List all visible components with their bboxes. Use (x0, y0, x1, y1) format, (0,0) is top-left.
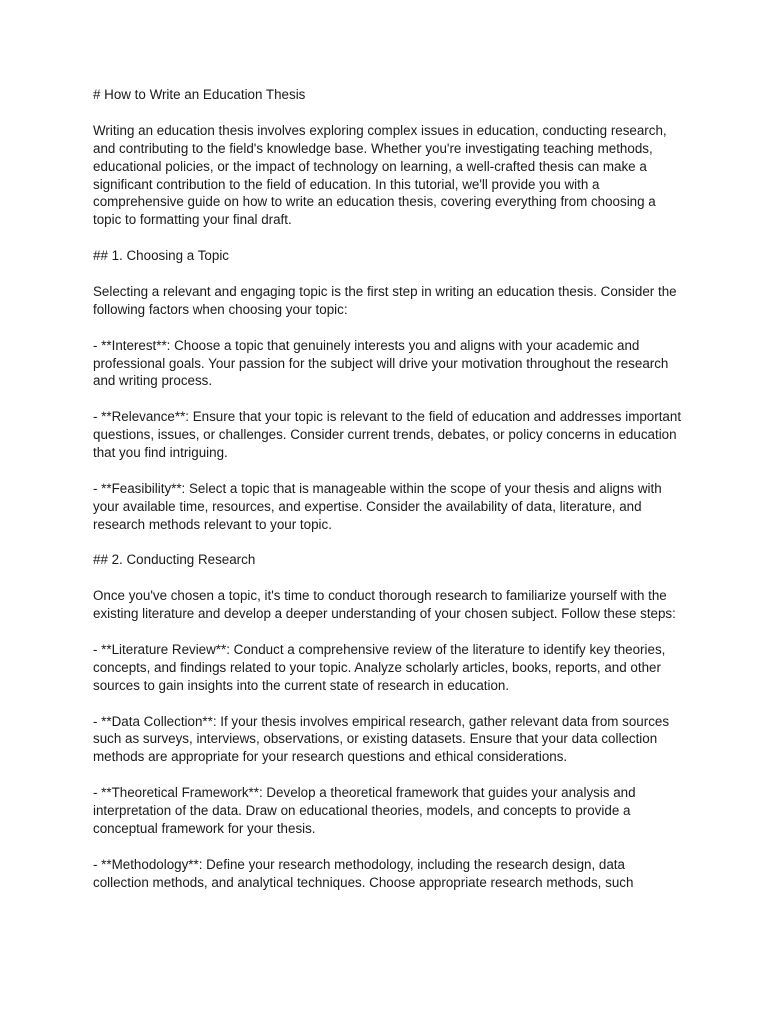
section-heading: ## 2. Conducting Research (93, 552, 256, 568)
list-item: - **Relevance**: Ensure that your topic is relevant to the field of education and addresses important questions, issues, or challenges. Consider current trends, debates, or policy concerns in education that you find intriguing. (93, 409, 682, 461)
list-item: - **Interest**: Choose a topic that genuinely interests you and aligns with your academic and professional goals. Your passion for the subject will drive your motivation throughout the research and writing process. (93, 337, 669, 389)
section-intro: Selecting a relevant and engaging topic is the first step in writing an education thesis. Consider the following factors when choosing your topic: (93, 283, 677, 317)
list-item: - **Data Collection**: If your thesis involves empirical research, gather relevant data from sources such as surveys, interviews, observations, or existing datasets. Ensure that your data collection methods are appropriate for your research questions and ethical considerations. (93, 713, 670, 765)
intro-paragraph: Writing an education thesis involves exploring complex issues in education, conducting research, and contributing to the field's knowledge base. Whether you're investigating teaching methods, educational policies, or the impact of technology on learning, a well-crafted thesis can make a significant contribution to the field of education. In this tutorial, we'll provide you with a comprehensive guide on how to write an education thesis, covering everything from choosing a topic to formatting your final draft. (93, 122, 667, 228)
list-item: - **Methodology**: Define your research methodology, including the research design, data collection methods, and analytical techniques. Choose appropriate research methods, such (93, 856, 634, 890)
section-heading: ## 1. Choosing a Topic (93, 248, 229, 264)
section-intro: Once you've chosen a topic, it's time to conduct thorough research to familiarize yourself with the existing literature and develop a deeper understanding of your chosen subject. Follow these steps: (93, 588, 676, 622)
list-item: - **Feasibility**: Select a topic that is manageable within the scope of your thesis and aligns with your available time, resources, and expertise. Consider the availability of data, literature, and research methods relevant to your topic. (93, 480, 662, 532)
list-item: - **Literature Review**: Conduct a comprehensive review of the literature to identify key theories, concepts, and findings related to your topic. Analyze scholarly articles, books, reports, and other sources to gain insights into the current state of research in education. (93, 641, 666, 693)
document-body (93, 86, 683, 909)
list-item: - **Theoretical Framework**: Develop a theoretical framework that guides your analysis and interpretation of the data. Draw on educational theories, models, and concepts to provide a conceptual framework for your thesis. (93, 785, 636, 836)
document-title: # How to Write an Education Thesis (93, 87, 306, 102)
